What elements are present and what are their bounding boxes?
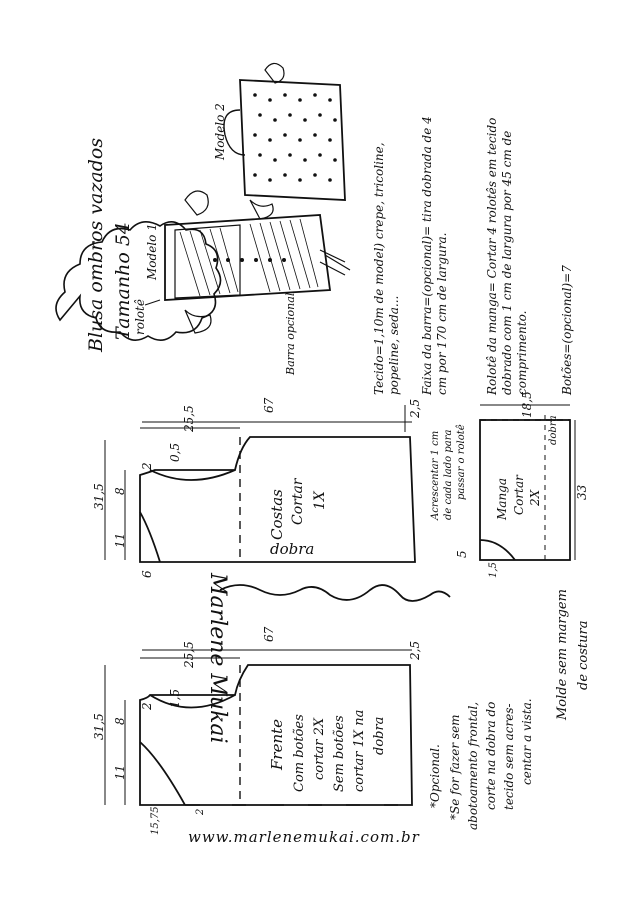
- model2-illustration: [224, 63, 345, 219]
- manga-dim-5: 5: [455, 550, 469, 558]
- frente-name: Frente: [268, 718, 286, 770]
- frente-dim-8: 8: [113, 717, 127, 725]
- frente-dim-11: 11: [113, 764, 127, 780]
- frente-line2: cortar 2X: [312, 717, 327, 780]
- note-star-3: corte na dobra do: [484, 701, 498, 810]
- costas-dim-05: 0,5: [168, 442, 182, 462]
- frente-line5: dobra: [372, 716, 387, 755]
- instruction-faixa: Faixa da barra=(opcional)= tira dobrada de 4 cm por 170 cm de largura.: [420, 116, 449, 395]
- molde-line-1: Molde sem margem: [555, 589, 570, 720]
- costas-cut2: 1X: [312, 491, 328, 510]
- model1-label: Modelo 1: [145, 223, 159, 280]
- manga-note-1: Acrescentar 1 cm: [430, 430, 441, 520]
- costas-fold: dobra: [270, 540, 315, 558]
- costas-dim-25: 2,5: [408, 398, 422, 418]
- frente-dim-2: 2: [140, 702, 154, 710]
- title-text: Blusa ombros vazados: [85, 137, 107, 352]
- frente-dim-1575: 15,75: [150, 806, 161, 835]
- signature-text: Marlene Mukai: [205, 573, 230, 744]
- note-opcional: *Opcional.: [428, 744, 442, 808]
- frente-dim-width: 31,5: [92, 713, 106, 740]
- costas-cut1: Cortar: [290, 478, 306, 525]
- note-star-5: centar a vista.: [520, 698, 534, 785]
- molde-line-2: de costura: [576, 620, 591, 690]
- signature-mark: [220, 585, 450, 601]
- manga-note-3: passar o rolotê: [456, 424, 467, 500]
- frente-dim-15: 1,5: [168, 688, 182, 708]
- manga-cut2: 2X: [528, 489, 542, 506]
- costas-dim-width: 31,5: [92, 483, 106, 510]
- frente-line3: Sem botões: [332, 715, 347, 792]
- manga-fold: dobra: [548, 415, 559, 445]
- note-star-1: *Se for fazer sem: [448, 714, 462, 820]
- model1-illustration: [145, 191, 350, 333]
- frente-dim-25: 2,5: [408, 640, 422, 660]
- frente-dim-top: 25,5: [182, 641, 196, 668]
- manga-cut1: Cortar: [512, 475, 526, 515]
- frente-dim-2b: 2: [195, 808, 206, 815]
- manga-name: Manga: [495, 477, 509, 520]
- manga-note-2: de cada lado para: [443, 429, 454, 520]
- costas-pattern: [105, 405, 415, 562]
- website-url: www.marlenemukai.com.br: [188, 828, 420, 846]
- instruction-botoes: Botões=(opcional)=7: [560, 265, 574, 395]
- note-star-4: tecido sem acres-: [502, 703, 516, 810]
- frente-line1: Com botões: [292, 714, 307, 792]
- costas-name: Costas: [268, 489, 286, 540]
- costas-dim-11: 11: [113, 532, 127, 548]
- costas-dim-2: 2: [140, 462, 154, 470]
- frente-line4: cortar 1X na: [352, 709, 367, 792]
- instruction-rolote: Rolotê da manga= Cortar 4 rolotês em tecido dobrado com 1 cm de largura por 45 cm de comprimento.: [485, 117, 529, 395]
- instruction-tecido: Tecido=1,10m de model) crepe, tricoline, popeline, seda...: [372, 142, 401, 395]
- model2-label: Modelo 2: [213, 103, 227, 160]
- barra-label: Barra opcional: [284, 292, 297, 375]
- costas-dim-6: 6: [140, 570, 154, 578]
- rolote-label: rolotê: [133, 299, 147, 335]
- manga-dim-18: 18,5: [520, 391, 534, 418]
- size-text: Tamanho 54: [112, 222, 134, 340]
- note-star-2: abotoamento frontal,: [466, 701, 480, 830]
- manga-dim-33: 33: [575, 484, 589, 500]
- costas-dim-top: 25,5: [182, 405, 196, 432]
- costas-dim-length: 67: [262, 397, 276, 413]
- frente-dim-length: 67: [262, 626, 276, 642]
- costas-dim-8: 8: [113, 487, 127, 495]
- manga-dim-15: 1,5: [488, 562, 499, 578]
